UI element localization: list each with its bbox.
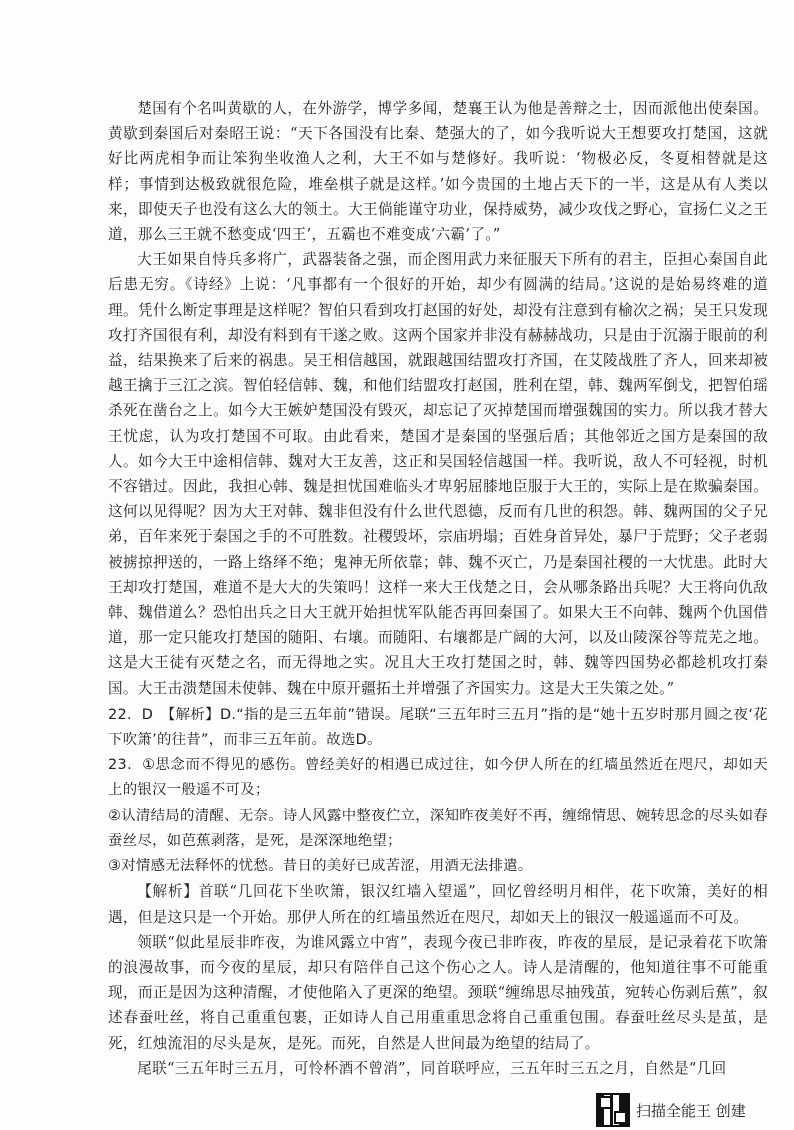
answer-23-point-3: ③对情感无法释怀的忧愁。昔日的美好已成苦涩，用酒无法排遣。 <box>108 858 533 875</box>
answer-23-intro: 23．①思念而不得见的感伤。曾经美好的相遇已成过往，如今伊人所在的红墙虽然近在咫尺，却如天上的银汉一般遥不可及； <box>108 757 768 799</box>
paragraph-translation-2: 大王如果自恃兵多将广，武器装备之强，而企图用武力来征服天下所有的君主，臣担心秦国自此后患无穷。《诗经》上说：‘凡事都有一个很好的开始，却少有圆满的结局。’这说的是始易终难的道理。凭什么断定事理是这样呢？智伯只看到攻打赵国的好处，却没有注意到有榆次之祸；吴王只发现攻打齐国很有利，却没有料到有干遂之败。这两个国家并非没有赫赫战功，只是由于沉溺于眼前的利益，结果换来了后来的祸患。吴王相信越国，就跟越国结盟攻打齐国，在艾陵战胜了齐人，回来却被越王擒于三江之滨。智伯轻信韩、魏，和他们结盟攻打赵国，胜利在望，韩、魏两军倒戈，把智伯瑶杀死在凿台之上。如今大王嫉妒楚国没有毁灭，却忘记了灭掉楚国而增强魏国的实力。所以我才替大王忧虑，认为攻打楚国不可取。由此看来，楚国才是秦国的坚强后盾；其他邻近之国方是秦国的敌人。如今大王中途相信韩、魏对大王友善，这正和吴国轻信越国一样。我听说，敌人不可轻视，时机不容错过。因此，我担心韩、魏是担忧国难临头才卑躬屈膝地臣服于大王的，实际上是在欺骗秦国。这何以见得呢？因为大王对韩、魏非但没有什么世代恩德，反而有几世的积怨。韩、魏两国的父子兄弟，百年来死于秦国之手的不可胜数。社稷毁坏，宗庙坍塌；百姓身首异处，暴尸于荒野；父子老弱被掳掠押送的，一路上络绎不绝；鬼神无所依靠；韩、魏不灭亡，乃是秦国社稷的一大忧患。此时大王却攻打楚国，难道不是大大的失策吗！这样一来大王伐楚之日，会从哪条路出兵呢？大王将向仇敌韩、魏借道么？恐怕出兵之日大王就开始担忧军队能否再回秦国了。如果大王不向韩、魏两个仇国借道，那一定只能攻打楚国的随阳、右壤。而随阳、右壤都是广阔的大河，以及山陵深谷等荒芜之地。这是大王徒有灭楚之名，而无得地之实。况且大王攻打楚国之时，韩、魏等四国势必都趁机攻打秦国。大王击溃楚国未使韩、魏在中原开疆拓土并增强了齐国实力。这是大王失策之处。” <box>108 251 768 697</box>
analysis-last-couplet: 尾联“三五年时三五月，可怜杯酒不曾消”，同首联呼应，三五年时三五之月，自然是“几回 <box>137 1059 727 1077</box>
answer-22: 22．D 【解析】D.“指的是三五年前”错误。尾联“三五年时三五月”指的是“她十五岁时那月圆之夜‘花下吹箫’的往昔”，而非三五年前。故选D。 <box>108 706 768 749</box>
qr-code-icon <box>596 1093 630 1127</box>
analysis-middle-couplets: 领联“似此星辰非昨夜，为谁风露立中宵”，表现今夜已非昨夜，昨夜的星辰，是记录着花下吹箫的浪漫故事，而今夜的星辰，却只有陪伴自己这个伤心之人。诗人是清醒的，他知道往事不可能重现，而正是因为这种清醒，才使他陷入了更深的绝望。颈联“缠绵思尽抽残茧，宛转心伤剥后蕉”，叙述春蚕吐丝，将自己重重包裹，正如诗人自己用重重思念将自己重重包围。春蚕吐丝尽头是茧，是死，红烛流泪的尽头是灰，是死。而死，自然是人世间最为绝望的结局了。 <box>108 933 768 1052</box>
document-page <box>108 96 768 1081</box>
analysis-first-couplet: 【解析】首联“几回花下坐吹箫，银汉红墙入望遥”，回忆曾经明月相伴，花下吹箫，美好的相遇，但是这只是一个开始。那伊人所在的红墙虽然近在咫尺，却如天上的银汉一般遥遥而不可及。 <box>108 883 768 926</box>
answer-23-point-2: ②认清结局的清醒、无奈。诗人风露中整夜伫立，深知昨夜美好不再，缠绵情思、婉转思念的尽头如春蚕丝尽，如芭蕉剥落，是死，是深深地绝望； <box>108 807 768 849</box>
scanner-brand-label: 扫描全能王 创建 <box>636 1101 746 1120</box>
paragraph-translation-1: 楚国有个名叫黄歇的人，在外游学，博学多闻，楚襄王认为他是善辩之士，因而派他出使秦国。黄歇到秦国后对秦昭王说：“天下各国没有比秦、楚强大的了，如今我听说大王想要攻打楚国，这就好比两虎相争而让笨狗坐收渔人之利，大王不如与楚修好。我听说：‘物极必反，冬夏相替就是这样；事情到达极致就很危险，堆垒棋子就是这样。’如今贵国的土地占天下的一半，这是从有人类以来，即使天子也没有这么大的领土。大王倘能谨守功业，保持威势，减少攻伐之野心，宣扬仁义之王道，那么三王就不愁变成‘四王’，五霸也不难变成‘六霸’了。” <box>108 100 768 244</box>
scanner-watermark <box>596 1090 786 1130</box>
